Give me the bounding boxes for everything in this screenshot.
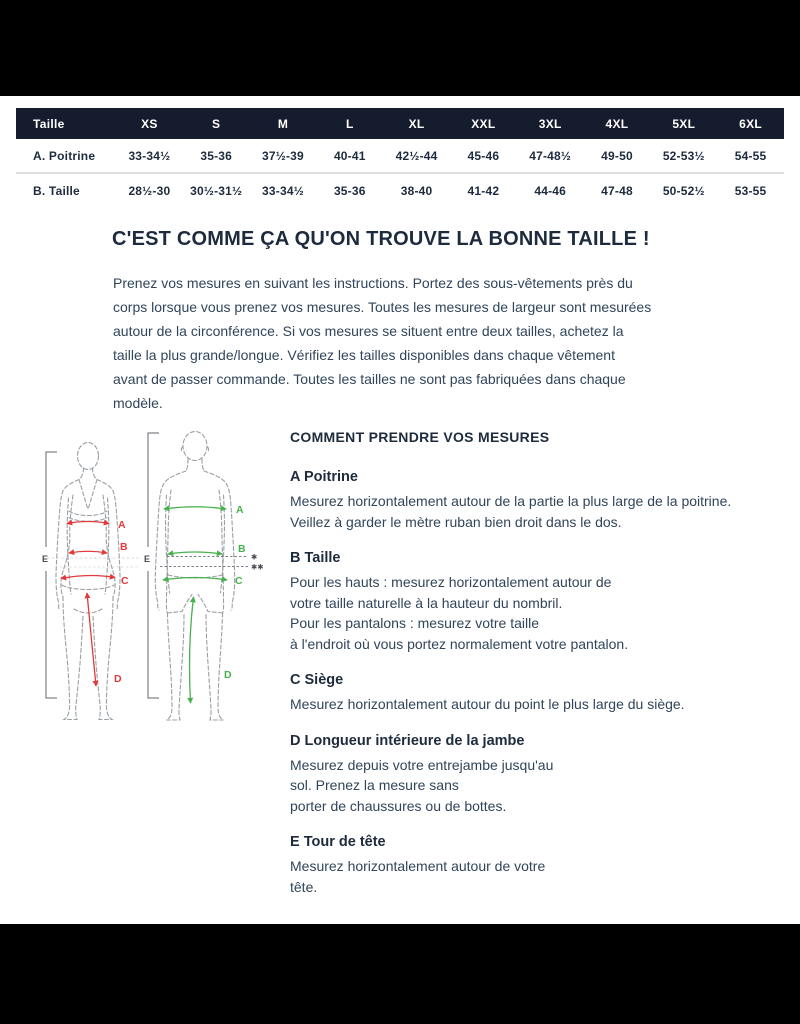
letterbox-bottom: [0, 924, 800, 1024]
column-header: XS: [141, 116, 158, 131]
size-value: 47-48½: [529, 148, 572, 163]
size-value: 40-41: [333, 148, 366, 163]
size-value: 53-55: [734, 183, 767, 198]
measure-section: [290, 672, 795, 715]
female-inseam-label: D: [114, 673, 122, 685]
size-value: 52-53½: [662, 148, 705, 163]
column-header: XXL: [471, 116, 496, 131]
row-label: A. Poitrine: [33, 148, 96, 163]
male-head: [183, 432, 207, 461]
size-value: 38-40: [400, 183, 433, 198]
column-header: 4XL: [605, 116, 629, 131]
male-inseam-label: D: [224, 669, 232, 681]
male-chest-arrow: [164, 507, 226, 509]
measure-sections: [290, 469, 795, 897]
male-chest-label: A: [236, 504, 244, 516]
table-row: [16, 172, 784, 207]
section-line: Mesurez horizontalement autour de votre: [290, 858, 546, 874]
column-header: M: [277, 116, 289, 131]
column-header: Taille: [33, 116, 65, 131]
column-header: 6XL: [739, 116, 763, 131]
size-value: 42½-44: [395, 148, 438, 163]
column-header: XL: [408, 116, 425, 131]
section-line: sol. Prenez la mesure sans: [290, 777, 459, 793]
intro-line: modèle.: [113, 395, 163, 411]
female-chest-label: A: [118, 519, 126, 531]
section-line: Pour les pantalons : mesurez votre taille: [290, 615, 540, 631]
guide-title: COMMENT PRENDRE VOS MESURES: [290, 429, 550, 445]
size-value: 30½-31½: [190, 183, 243, 198]
size-value: 33-34½: [262, 183, 304, 198]
section-line: à l'endroit où vous portez normalement votre pantalon.: [290, 635, 629, 652]
female-figure: [56, 443, 120, 720]
female-height-bracket: [46, 452, 57, 698]
size-value: 35-36: [200, 148, 233, 163]
size-table-body: [16, 139, 784, 207]
male-waist-label: B: [238, 543, 246, 555]
intro-line: autour de la circonférence. Si vos mesures se situent entre deux tailles, achetez la: [113, 323, 624, 339]
section-line: Pour les hauts : mesurez horizontalement autour de: [290, 574, 612, 590]
section-heading: E Tour de tête: [290, 834, 386, 850]
measure-section: [290, 550, 795, 654]
letterbox-top: [0, 0, 800, 96]
footnote-double-mark: ✱✱: [251, 562, 264, 572]
footnote-leader-lines: [160, 557, 248, 567]
female-head: [78, 443, 99, 470]
measurement-diagram: [30, 425, 290, 725]
section-line: Veillez à garder le mètre ruban bien droit dans le dos.: [290, 513, 622, 530]
female-chest-arrow: [67, 522, 109, 524]
measure-section: [290, 733, 795, 817]
measuring-guide: [290, 429, 795, 915]
intro-paragraph: [113, 271, 651, 415]
female-seat-label: C: [121, 575, 129, 587]
female-waist-arrow: [69, 551, 107, 553]
column-header: 5XL: [672, 116, 696, 131]
measure-section: [290, 469, 795, 532]
intro-line: avant de passer commande. Toutes les tailles ne sont pas fabriquées dans chaque: [113, 371, 626, 387]
female-body-half: [56, 468, 84, 720]
measure-section: [290, 834, 795, 897]
section-heading: B Taille: [290, 550, 341, 566]
section-heading: C Siège: [290, 672, 344, 688]
intro-line: taille la plus grande/longue. Vérifiez les tailles disponibles dans chaque vêtement: [113, 347, 615, 363]
section-heading: D Longueur intérieure de la jambe: [290, 732, 525, 749]
row-label: B. Taille: [33, 183, 80, 198]
page-title: C'EST COMME ÇA QU'ON TROUVE LA BONNE TAILLE !: [112, 228, 650, 250]
size-value: 45-46: [467, 148, 500, 163]
intro-line: Prenez vos mesures en suivant les instructions. Portez des sous-vêtements près du: [113, 275, 633, 291]
size-value: 44-46: [534, 183, 567, 198]
male-height-bracket: [148, 433, 159, 698]
size-value: 50-52½: [662, 183, 705, 198]
size-value: 28½-30: [128, 183, 171, 198]
male-measure-arrows: [163, 507, 227, 703]
size-value: 41-42: [467, 183, 500, 198]
table-row: [16, 139, 784, 172]
size-value: 35-36: [333, 183, 366, 198]
waist-guide-lines: [47, 558, 140, 567]
male-head-label: E: [144, 554, 151, 564]
size-value: 47-48: [601, 183, 633, 198]
male-figure: [155, 432, 234, 721]
male-body-half: [155, 459, 192, 720]
column-header: L: [345, 116, 354, 131]
male-waist-arrow: [168, 552, 222, 554]
intro-line: corps lorsque vous prenez vos mesures. Toutes les mesures de largeur sont mesurées: [113, 299, 652, 315]
female-head-label: E: [42, 554, 49, 564]
size-table-header: [16, 108, 784, 139]
footnote-single-mark: ✱: [251, 552, 258, 562]
size-value: 37½-39: [262, 148, 304, 163]
size-value: 54-55: [734, 148, 767, 163]
male-seat-label: C: [235, 575, 243, 587]
female-swimsuit-lines: [62, 480, 114, 614]
section-line: Mesurez depuis votre entrejambe jusqu'au: [290, 756, 554, 773]
section-line: votre taille naturelle à la hauteur du nombril.: [290, 594, 563, 611]
section-line: tête.: [290, 878, 318, 895]
male-seat-arrow: [163, 578, 227, 581]
column-header: 3XL: [538, 116, 562, 131]
size-value: 49-50: [601, 148, 633, 163]
section-line: porter de chaussures ou de bottes.: [290, 797, 507, 814]
section-line: Mesurez horizontalement autour de la partie la plus large de la poitrine.: [290, 493, 732, 509]
size-table: [16, 108, 784, 207]
section-line: Mesurez horizontalement autour du point le plus large du siège.: [290, 696, 685, 712]
female-waist-label: B: [120, 541, 128, 553]
section-heading: A Poitrine: [290, 469, 358, 485]
column-header: S: [212, 116, 221, 131]
male-inseam-arrow: [190, 597, 194, 703]
size-value: 33-34½: [128, 148, 171, 163]
